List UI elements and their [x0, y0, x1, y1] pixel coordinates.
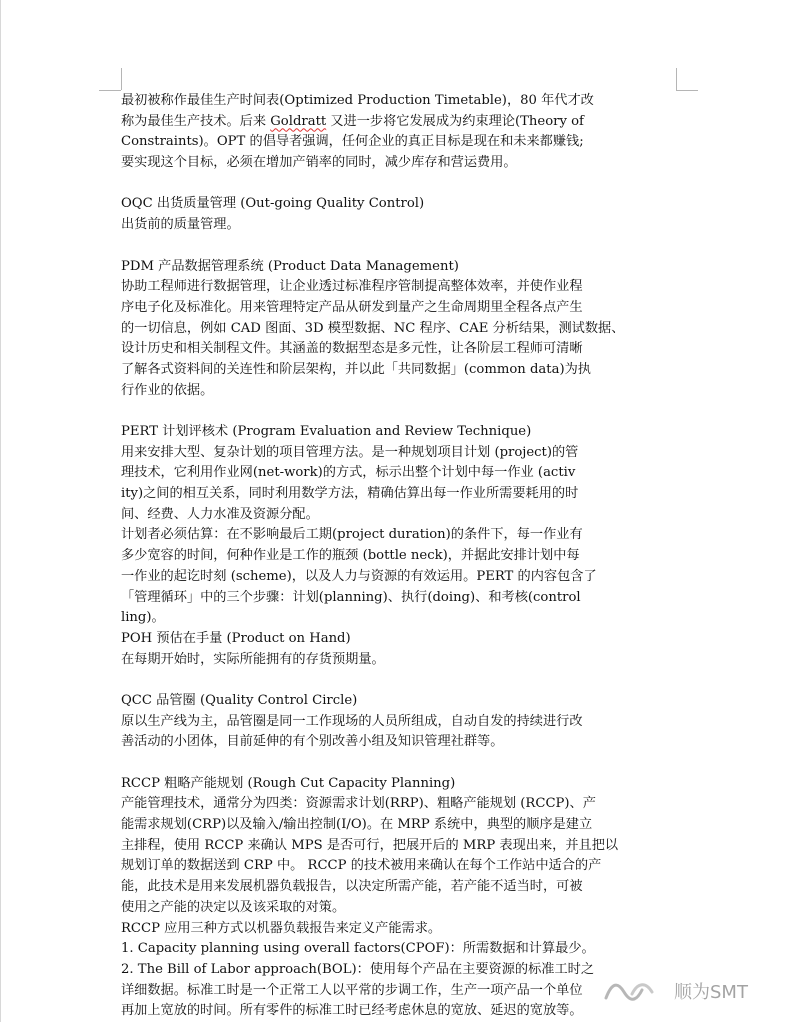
- text-line: 最初被称作最佳生产时间表(Optimized Production Timetable)，80 年代才改: [121, 93, 594, 108]
- text-line: 在每期开始时，实际所能拥有的存货预期量。: [121, 651, 385, 667]
- text-line: 主排程，使用 RCCP 来确认 MPS 是否可行，把展开后的 MRP 表现出来，并且把以: [121, 837, 619, 853]
- term-heading-pdm: PDM 产品数据管理系统 (Product Data Management): [121, 258, 459, 274]
- text-line: 用来安排大型、复杂计划的项目管理方法。是一种规划项目计划 (project)的管: [121, 444, 579, 460]
- text-line: 出货前的质量管理。: [121, 217, 240, 233]
- crop-mark-top-left-v: [121, 68, 122, 90]
- spellcheck-word: Goldratt: [270, 113, 327, 129]
- text-line-goldratt: [121, 112, 677, 133]
- text-line: 了解各式资料间的关连性和阶层架构，并以此「共同数据」(common data)为执: [121, 361, 591, 377]
- wechat-channel-logo-icon: [602, 978, 666, 1004]
- text-line: 善活动的小团体，目前延伸的有个别改善小组及知识管理社群等。: [121, 734, 504, 750]
- watermark: [602, 976, 748, 1006]
- text-line: 产能管理技术，通常分为四类：资源需求计划(RRP)、粗略产能规划 (RCCP)、产: [121, 796, 596, 812]
- line-part: 又进一步将它发展成为约束理论(Theory of: [326, 113, 584, 129]
- page-left-edge: [0, 0, 1, 1022]
- crop-mark-top-right-v: [676, 68, 677, 90]
- blank-line: [121, 753, 677, 774]
- text-line: 原以生产线为主，品管圈是同一工作现场的人员所组成，自动自发的持续进行改: [121, 713, 583, 729]
- text-line: 的一切信息，例如 CAD 图面、3D 模型数据、NC 程序、CAE 分析结果，测试数据、: [121, 320, 625, 336]
- term-heading-oqc: OQC 出货质量管理 (Out-going Quality Control): [121, 196, 425, 212]
- blank-line: [121, 236, 677, 257]
- text-line: 间、经费、人力水准及资源分配。: [121, 506, 319, 522]
- term-heading-rccp: RCCP 粗略产能规划 (Rough Cut Capacity Planning): [121, 775, 456, 791]
- text-line: 能，此技术是用来发展机器负载报告，以决定所需产能，若产能不适当时，可被: [121, 879, 583, 895]
- text-line: 再加上宽放的时间。所有零件的标准工时已经考虑休息的宽放、延迟的宽放等。: [121, 1003, 583, 1019]
- text-line: 序电子化及标准化。用来管理特定产品从研发到量产之生命周期里全程各点产生: [121, 299, 583, 315]
- list-item: 2. The Bill of Labor approach(BOL)：使用每个产品在主要资源的标准工时之: [121, 961, 595, 977]
- text-line: 使用之产能的决定以及该采取的对策。: [121, 899, 346, 915]
- text-line: RCCP 应用三种方式以机器负载报告来定义产能需求。: [121, 920, 442, 936]
- text-line: ling)。: [121, 610, 165, 626]
- term-heading-pert: PERT 计划评核术 (Program Evaluation and Review Technique): [121, 424, 532, 439]
- text-line: 理技术，它利用作业网(net-work)的方式，标示出整个计划中每一作业 (activ: [121, 465, 576, 481]
- list-item: 1. Capacity planning using overall factors(CPOF)：所需数据和计算最少。: [121, 941, 595, 957]
- document-body[interactable]: [121, 91, 677, 1022]
- line-part: 称为最佳生产技术。后来: [121, 113, 271, 129]
- text-line: 一作业的起讫时刻 (scheme)，以及人力与资源的有效运用。PERT 的内容包含了: [121, 568, 597, 584]
- text-line: 行作业的依据。: [121, 382, 214, 398]
- crop-mark-top-left-h: [99, 90, 121, 91]
- text-line: Constraints)。OPT 的倡导者强调，任何企业的真正目标是现在和未来都赚钱;: [121, 134, 584, 150]
- text-line: 能需求规划(CRP)以及输入/输出控制(I/O)。在 MRP 系统中，典型的顺序是建立: [121, 817, 593, 833]
- text-line: 详细数据。标准工时是一个正常工人以平常的步调工作，生产一项产品一个单位: [121, 982, 583, 998]
- blank-line: [121, 401, 677, 422]
- text-line: 多少宽容的时间，何种作业是工作的瓶颈 (bottle neck)，并据此安排计划中每: [121, 548, 580, 564]
- text-line: 协助工程师进行数据管理，让企业透过标准程序管制提高整体效率，并使作业程: [121, 279, 583, 295]
- watermark-text: 顺为SMT: [674, 982, 748, 1003]
- term-heading-qcc: QCC 品管圈 (Quality Control Circle): [121, 692, 358, 708]
- term-heading-poh: POH 预估在手量 (Product on Hand): [121, 630, 351, 646]
- text-line: 计划者必须估算：在不影响最后工期(project duration)的条件下，每一作业有: [121, 527, 583, 543]
- crop-mark-top-right-h: [676, 90, 698, 91]
- text-line: 「管理循环」中的三个步骤：计划(planning)、执行(doing)、和考核(control: [121, 589, 581, 605]
- blank-line: [121, 670, 677, 691]
- blank-line: [121, 174, 677, 195]
- text-line: 设计历史和相关制程文件。其涵盖的数据型态是多元性，让各阶层工程师可清晰: [121, 341, 583, 357]
- text-line: 要实现这个目标，必须在增加产销率的同时，减少库存和营运费用。: [121, 155, 517, 171]
- text-line: ity)之间的相互关系，同时利用数学方法，精确估算出每一作业所需要耗用的时: [121, 486, 579, 502]
- text-line: 规划订单的数据送到 CRP 中。 RCCP 的技术被用来确认在每个工作站中适合的产: [121, 858, 602, 874]
